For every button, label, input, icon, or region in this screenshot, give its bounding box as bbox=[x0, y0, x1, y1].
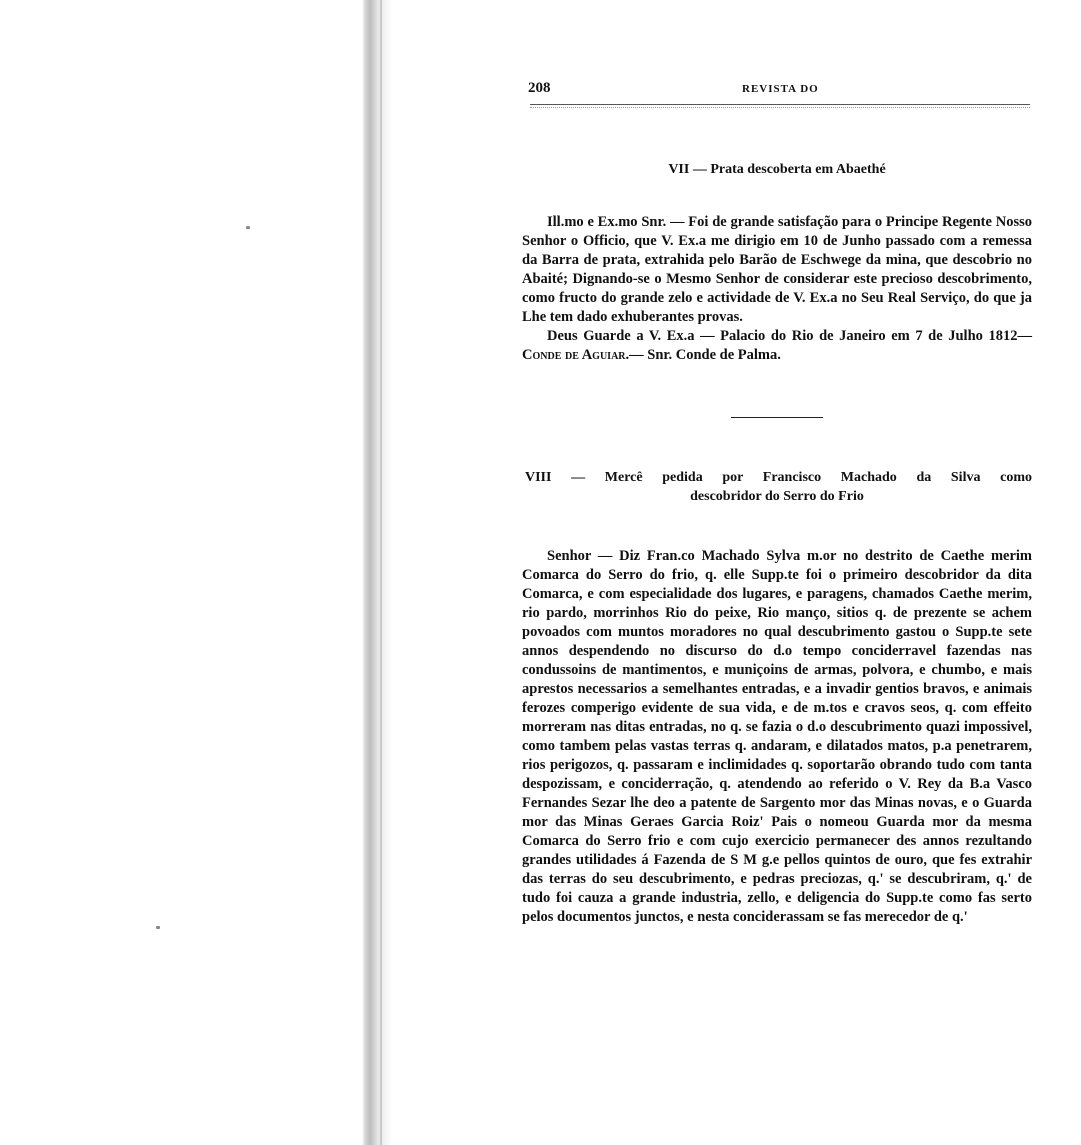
book-gutter-shadow bbox=[362, 0, 392, 1145]
scan-speck bbox=[156, 926, 160, 929]
section-viii-petition-body: Senhor — Diz Fran.co Machado Sylva m.or no destrito de Caethe merim Comarca do Serro do frio, q. elle Supp.te foi o primeiro descobridor da dita Comarca, e com especialidade dos lugares, e paragens, chamados Caethe merim, rio pardo, morrinhos Rio do peixe, Rio manço, sitios q. de prezente se achem povoados com muntos moradores no qual descubrimento gastou o Supp.te sete annos despendendo no discurso do d.o tempo conciderravel fazendas nas condussoins de mantimentos, e muniçoins de armas, polvora, e chumbo, e mais aprestos necessarios a semelhantes entradas, e a invadir gentios bravos, e animais ferozes comperigo evidente de sua vida, e de m.tos e cravos seos, q. com effeito morreram nas ditas entradas, no q. se fazia o d.o descubrimento quazi impossivel, como tambem pelas vastas terras q. andaram, e dilatados matos, p.a penetrarem, rios perigozos, q. passaram e inclimidades q. soportarão obrando tudo com tanta despozissam, e conciderração, q. atendendo ao referido o V. Rey da B.a Vasco Fernandes Sezar lhe deo a patente de Sargento mor das Minas novas, e o Guarda mor das Minas Geraes Garcia Roiz' Pais o nomeou Guarda mor da mesma Comarca do Serro frio e com cujo exercicio permanecer des annos rezultando grandes utilidades á Fazenda de S M g.e pellos quintos de ouro, que fes extrahir das terras do seu descubrimento, e pedras preciozas, q.' se descubriram, q.' de tudo foi cauza a grande industria, zello, e deligencia do Supp.te como fas serto pelos documentos junctos, e nesta conciderassam se fas merecedor de q.' bbox=[522, 548, 1032, 925]
running-title: REVISTA DO bbox=[742, 83, 819, 95]
running-header bbox=[522, 78, 1032, 104]
section-viii-title-line1: VIII — Mercê pedida por Francisco Machado da Silva como bbox=[525, 470, 1032, 485]
scan-speck bbox=[246, 226, 250, 229]
section-vii-letter-body: Ill.mo e Ex.mo Snr. — Foi de grande satisfação para o Principe Regente Nosso Senhor o Officio, que V. Ex.a me dirigio em 10 de Junho passado com a remessa da Barra de prata, extrahida pelo Barão de Eschwege da mina, que descobrio no Abaité; Dignando-se o Mesmo Senhor de considerar este precioso descobrimento, como fructo do grande zelo e actividade de V. Ex.a no Seu Real Serviço, do que ja Lhe tem dado exhuberantes provas. bbox=[522, 214, 1032, 325]
closing-text: Deus Guarde a V. Ex.a — Palacio do Rio de Janeiro em 7 de Julho 1812— bbox=[547, 328, 1032, 344]
book-page bbox=[522, 78, 1032, 927]
signature: Conde de Aguiar. bbox=[522, 347, 630, 363]
section-vii-title: VII — Prata descoberta em Abaethé bbox=[668, 162, 886, 177]
page-number: 208 bbox=[528, 80, 551, 96]
addressee: — Snr. Conde de Palma. bbox=[629, 347, 781, 363]
section-viii-title-line2: descobridor do Serro do Frio bbox=[690, 489, 864, 504]
section-vii-closing bbox=[522, 327, 1032, 365]
book-gutter-line bbox=[380, 0, 382, 1145]
